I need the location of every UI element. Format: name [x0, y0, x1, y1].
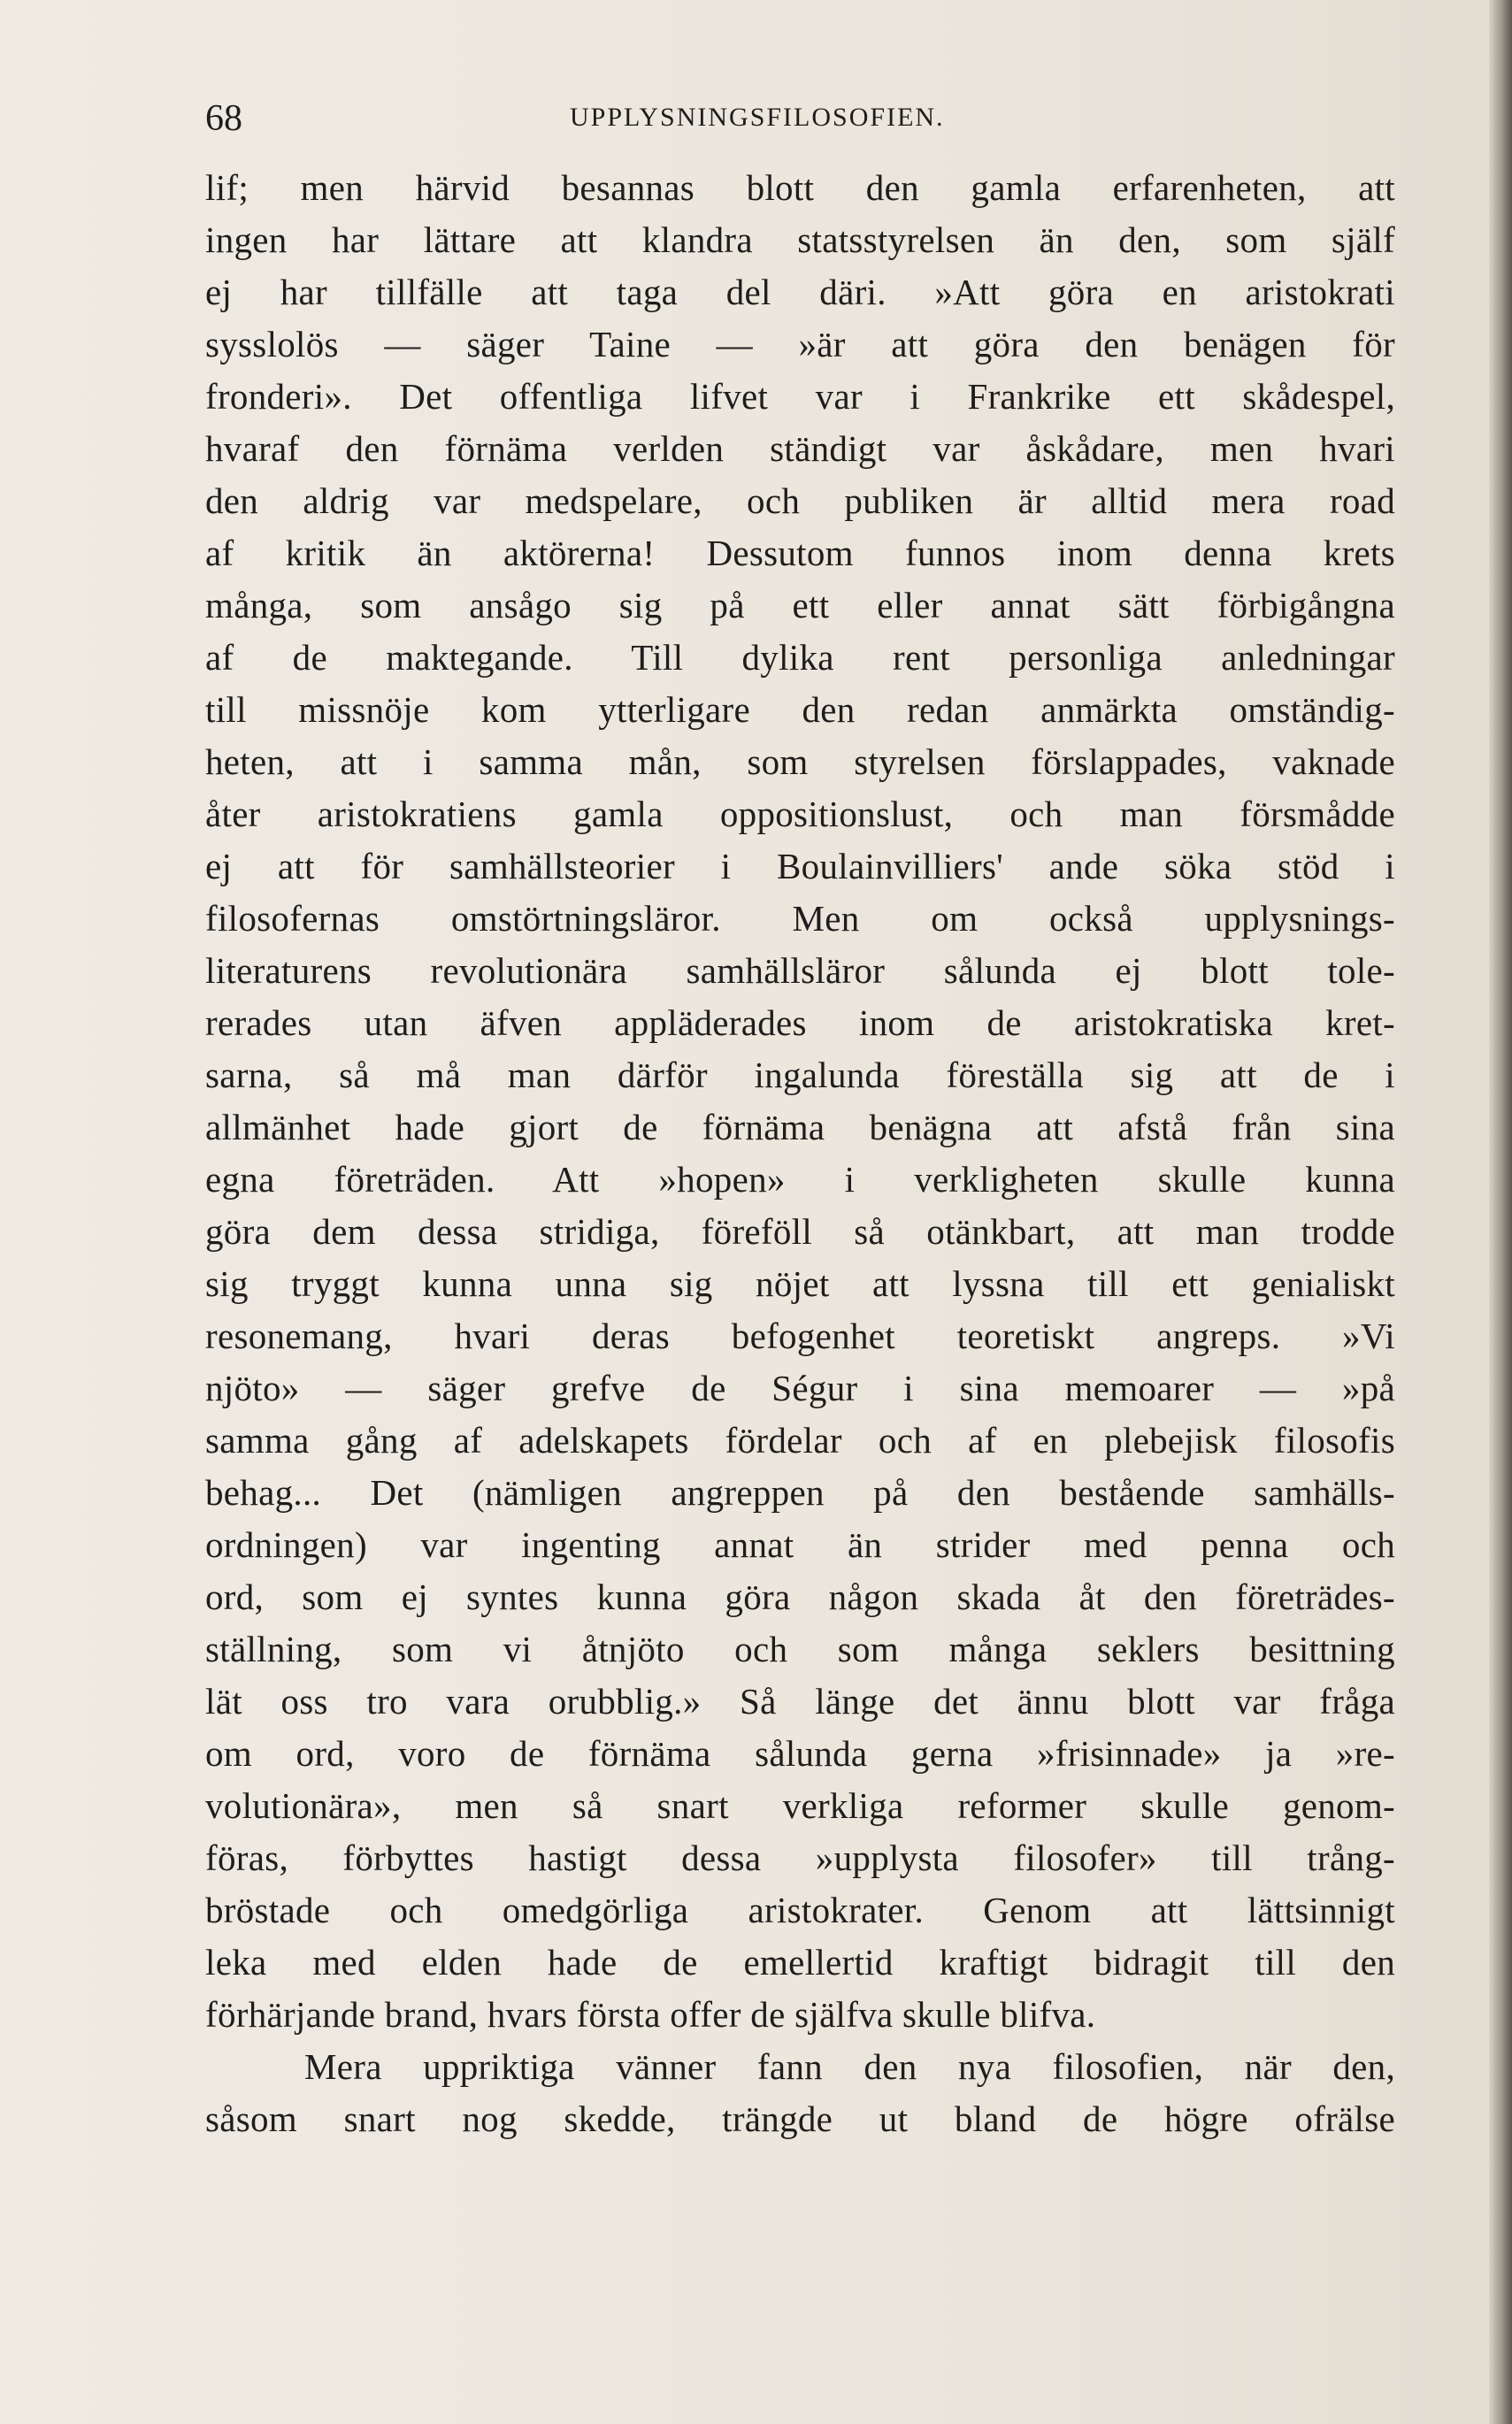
text-line: föras, förbyttes hastigt dessa »upplysta filosofer» till trång-: [205, 1837, 1395, 1878]
text-line: till missnöje kom ytterligare den redan anmärkta omständig-: [205, 689, 1395, 730]
text-line: ej har tillfälle att taga del däri. »Att göra en aristokrati: [205, 272, 1395, 312]
text-line: resonemang, hvari deras befogenhet teoretiskt angreps. »Vi: [205, 1316, 1395, 1356]
text-line: sig tryggt kunna unna sig nöjet att lyssna till ett genialiskt: [205, 1263, 1395, 1304]
text-line: ställning, som vi åtnjöto och som många seklers besittning: [205, 1629, 1395, 1669]
text-line: egna företräden. Att »hopen» i verkligheten skulle kunna: [205, 1159, 1395, 1200]
text-line: ingen har lättare att klandra statsstyrelsen än den, som själf: [205, 219, 1395, 260]
text-line: Mera uppriktiga vänner fann den nya filosofien, när den,: [304, 2046, 1395, 2087]
page-number: 68: [205, 98, 242, 139]
text-line: filosofernas omstörtningsläror. Men om också upplysnings-: [205, 898, 1395, 939]
text-line: ord, som ej syntes kunna göra någon skada åt den företrädes-: [205, 1576, 1395, 1617]
text-line: förhärjande brand, hvars första offer de själfva skulle blifva.: [205, 1994, 1096, 2035]
text-line: heten, att i samma mån, som styrelsen förslappades, vaknade: [205, 741, 1395, 782]
text-line: behag... Det (nämligen angreppen på den bestående samhälls-: [205, 1472, 1395, 1513]
text-line: ordningen) var ingenting annat än strider med penna och: [205, 1524, 1395, 1565]
text-line: af kritik än aktörerna! Dessutom funnos inom denna krets: [205, 533, 1395, 573]
running-header: [205, 97, 1400, 150]
text-line: fronderi». Det offentliga lifvet var i Frankrike ett skådespel,: [205, 376, 1395, 417]
text-line: allmänhet hade gjort de förnäma benägna att afstå från sina: [205, 1107, 1395, 1147]
text-line: volutionära», men så snart verkliga reformer skulle genom-: [205, 1785, 1395, 1826]
text-line: sarna, så må man därför ingalunda föreställa sig att de i: [205, 1055, 1395, 1095]
text-line: hvaraf den förnäma verlden ständigt var åskådare, men hvari: [205, 428, 1395, 469]
text-line: åter aristokratiens gamla oppositionslust, och man försmådde: [205, 794, 1395, 834]
body-text: [205, 162, 1395, 2145]
text-line: af de maktegande. Till dylika rent personliga anledningar: [205, 637, 1395, 678]
text-line: ej att för samhällsteorier i Boulainvilliers' ande söka stöd i: [205, 846, 1395, 886]
text-line: bröstade och omedgörliga aristokrater. Genom att lättsinnigt: [205, 1890, 1395, 1930]
text-line: njöto» — säger grefve de Ségur i sina memoarer — »på: [205, 1368, 1395, 1408]
text-line: många, som ansågo sig på ett eller annat sätt förbigångna: [205, 585, 1395, 625]
text-line: rerades utan äfven appläderades inom de aristokratiska kret-: [205, 1002, 1395, 1043]
text-line: literaturens revolutionära samhällsläror sålunda ej blott tole-: [205, 950, 1395, 991]
text-line: lif; men härvid besannas blott den gamla erfarenheten, att: [205, 167, 1395, 208]
text-line: såsom snart nog skedde, trängde ut bland de högre ofrälse: [205, 2098, 1395, 2139]
text-line: den aldrig var medspelare, och publiken är alltid mera road: [205, 480, 1395, 521]
text-line: lät oss tro vara orubblig.» Så länge det ännu blott var fråga: [205, 1681, 1395, 1722]
running-title: UPPLYSNINGSFILOSOFIEN.: [570, 103, 945, 132]
text-line: om ord, voro de förnäma sålunda gerna »frisinnade» ja »re-: [205, 1733, 1395, 1774]
text-line: sysslolös — säger Taine — »är att göra den benägen för: [205, 324, 1395, 364]
text-line: samma gång af adelskapets fördelar och af en plebejisk filosofis: [205, 1420, 1395, 1461]
page-edge-shadow: [1489, 0, 1512, 2424]
text-line: leka med elden hade de emellertid kraftigt bidragit till den: [205, 1942, 1395, 1983]
text-line: göra dem dessa stridiga, föreföll så otänkbart, att man trodde: [205, 1211, 1395, 1252]
